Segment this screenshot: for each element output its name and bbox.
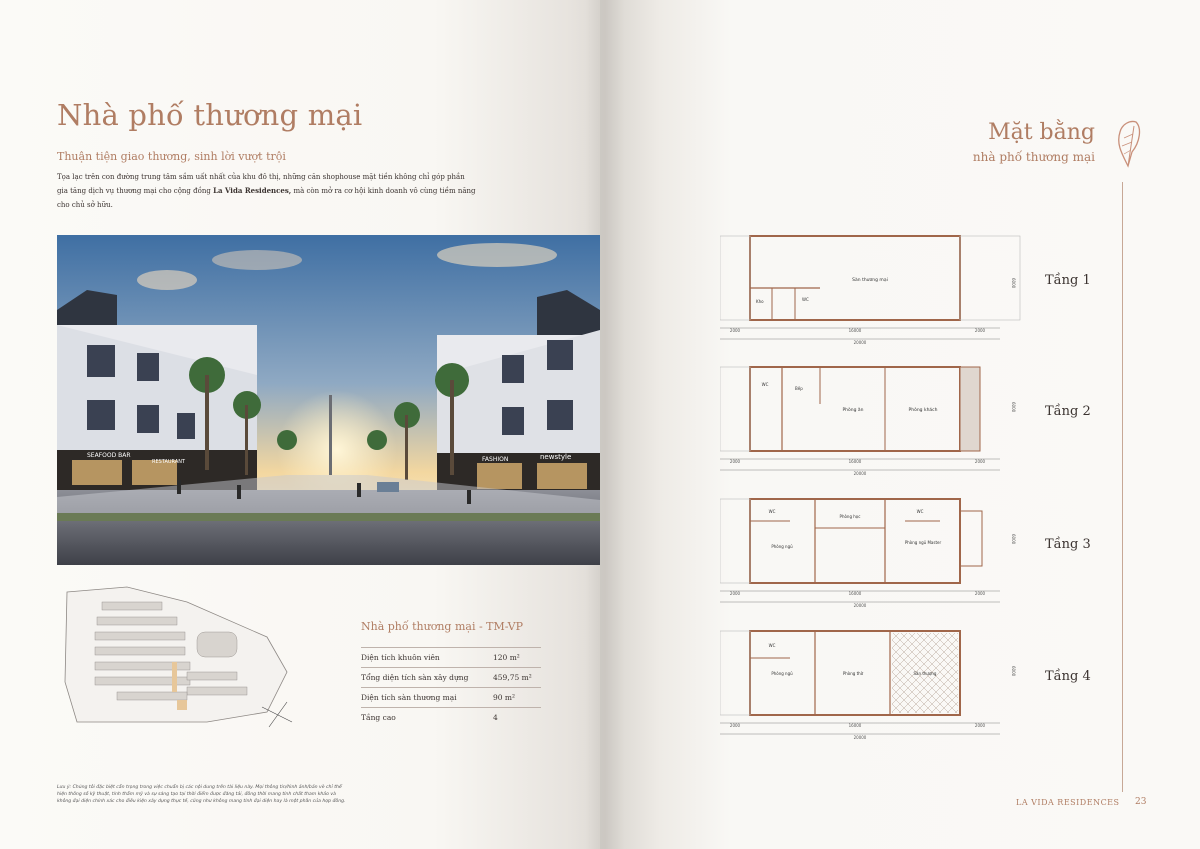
spec-value: 459,75 m²	[493, 673, 532, 682]
floor-plan-3	[720, 496, 1022, 614]
spec-label: Tổng diện tích sàn xây dựng	[361, 673, 469, 682]
dim-right: 2000	[974, 591, 986, 596]
dim-right: 2000	[974, 723, 986, 728]
room-label: Sàn thương mại	[852, 278, 888, 283]
floor-label-2: Tầng 2	[1045, 404, 1091, 419]
spec-row	[361, 667, 541, 687]
page-title: Nhà phố thương mại	[57, 98, 363, 132]
floor-plan-2	[720, 364, 1022, 482]
intro-text-1: Tọa lạc trên con đường trung tâm sầm uất nhất của khu đô thị, những căn shophouse mặt tiền không chỉ góp phần gia tăng dịch vụ thương mại cho cộng đồng	[57, 173, 465, 195]
spec-label: Diện tích sàn thương mại	[361, 693, 457, 702]
floorplan-subtitle: nhà phố thương mại	[972, 150, 1095, 164]
spec-value: 120 m²	[493, 653, 520, 662]
intro-text-2: mà còn mở ra cơ hội kinh doanh vô cùng tiềm năng cho chủ sở hữu.	[57, 187, 476, 209]
dim-middle: 16000	[848, 723, 862, 728]
footer-brand: LA VIDA RESIDENCES	[1016, 798, 1120, 807]
intro-brand: La Vida Residences,	[213, 186, 292, 195]
dim-left: 2000	[729, 591, 741, 596]
spec-label: Diện tích khuôn viên	[361, 653, 440, 662]
intro-paragraph	[57, 170, 477, 212]
spec-label: Tầng cao	[361, 713, 396, 722]
spec-row	[361, 707, 541, 727]
room-label: Bếp	[795, 386, 803, 391]
dim-total: 20000	[853, 735, 867, 740]
disclaimer-note: Lưu ý: Chúng tôi đặc biệt cẩn trọng trong việc chuẩn bị các nội dung trên tài liệu này. Mọi thông tin/hình ảnh/bản vẽ chỉ thể hiện thông số kỹ thuật, tính thẩm mỹ và sự sáng tạo tại thời điểm được đăng tải, đồng thời mang tính chất tham khảo và không đại diện chính xác cho điều kiện xây dựng thực tế, cũng như không mang tính đại diện hay là một phần của hợp đồng.	[57, 785, 346, 804]
dim-total: 20000	[853, 340, 867, 345]
spec-table	[361, 620, 541, 727]
dim-depth: 6000	[1011, 534, 1016, 545]
dim-depth: 6000	[1011, 402, 1016, 413]
room-label: WC	[768, 509, 776, 514]
room-label: Phòng ngủ	[771, 544, 793, 549]
room-label: WC	[802, 297, 809, 302]
spec-value: 90 m²	[493, 693, 516, 702]
dim-depth: 6000	[1011, 666, 1016, 677]
sign-restaurant: RESTAURANT	[152, 459, 186, 465]
sign-fashion: FASHION	[482, 456, 509, 463]
dim-middle: 16000	[848, 328, 862, 333]
room-label: Phòng học	[839, 514, 861, 519]
sign-newstyle: newstyle	[540, 453, 572, 461]
spec-title: Nhà phố thương mại - TM-VP	[361, 620, 524, 633]
floor-plan-4	[720, 628, 1022, 746]
spec-value: 4	[493, 713, 498, 722]
dim-left: 2000	[729, 328, 741, 333]
sign-seafood: SEAFOOD BAR	[87, 452, 131, 459]
room-label: Phòng ngủ Master	[904, 540, 942, 545]
floorplan-title: Mặt bằng	[988, 120, 1095, 145]
dim-middle: 16000	[848, 591, 862, 596]
floor-label-3: Tầng 3	[1045, 537, 1091, 552]
hero-street-image	[57, 235, 600, 565]
room-label: Phòng ăn	[842, 408, 864, 413]
room-label: WC	[761, 382, 769, 387]
room-label: Kho	[756, 299, 764, 304]
spec-row	[361, 687, 541, 707]
dim-total: 20000	[853, 603, 867, 608]
room-label: WC	[768, 643, 776, 648]
dim-right: 2000	[974, 328, 986, 333]
room-label: Phòng thờ	[842, 671, 864, 676]
room-label: Sân thượng	[913, 671, 937, 676]
dim-right: 2000	[974, 459, 986, 464]
site-plan-map	[57, 582, 297, 742]
room-label: Phòng ngủ	[771, 671, 793, 676]
dim-left: 2000	[729, 459, 741, 464]
feather-logo-icon	[1112, 118, 1144, 168]
page-subtitle: Thuận tiện giao thương, sinh lời vượt trội	[57, 150, 286, 163]
page-number: 23	[1135, 797, 1147, 807]
floor-plan-1	[720, 233, 1022, 351]
room-label: WC	[916, 509, 924, 514]
floor-label-1: Tầng 1	[1045, 273, 1091, 288]
room-label: Phòng khách	[908, 408, 938, 413]
dim-depth: 6000	[1011, 278, 1016, 289]
dim-left: 2000	[729, 723, 741, 728]
floor-label-4: Tầng 4	[1045, 669, 1091, 684]
dim-total: 20000	[853, 471, 867, 476]
spec-row	[361, 647, 541, 667]
dim-middle: 16000	[848, 459, 862, 464]
divider-line	[1122, 182, 1123, 792]
